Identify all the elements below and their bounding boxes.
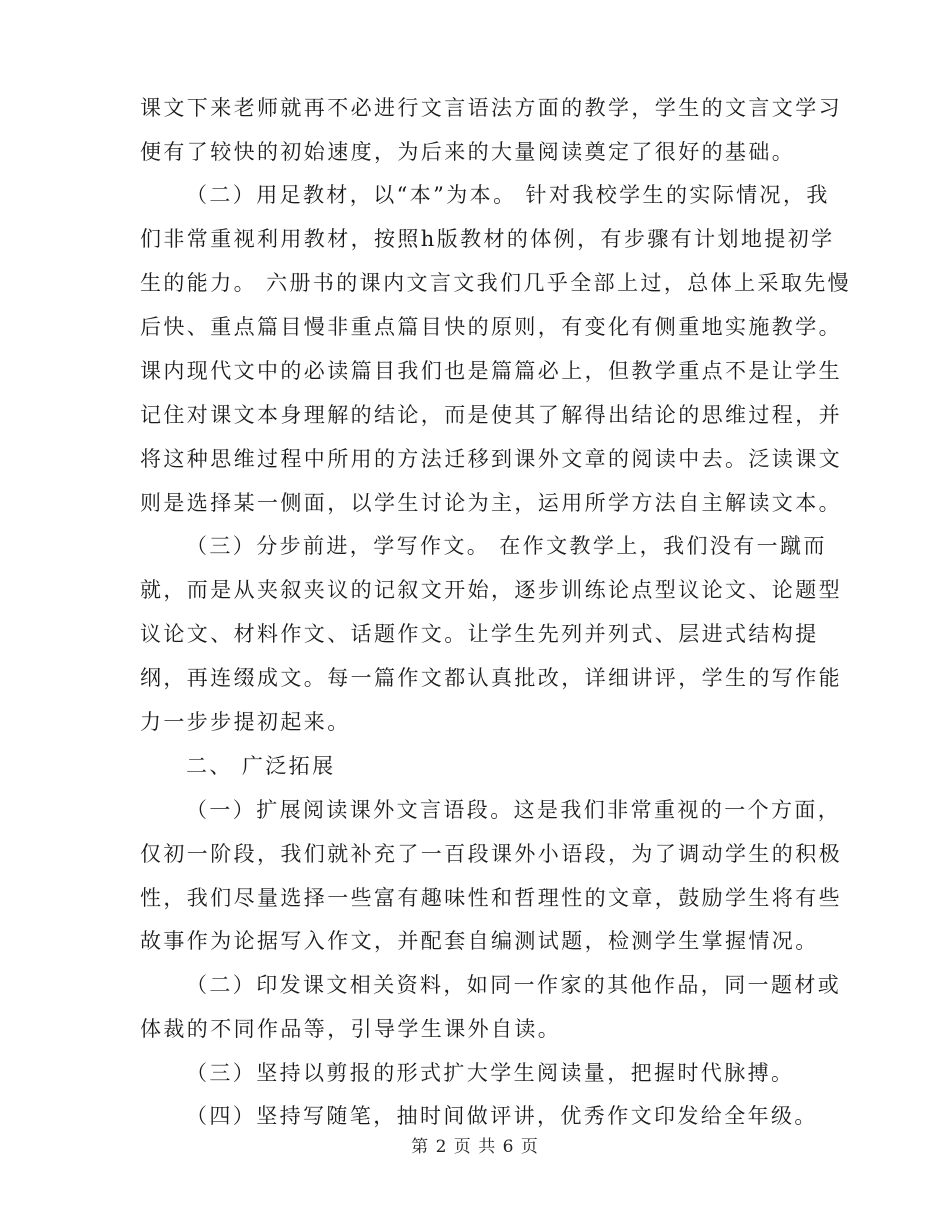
text-line: 们非常重视利用教材，按照h版教材的体例，有步骤有计划地提初学 <box>140 227 835 251</box>
text-line: 后快、重点篇目慢非重点篇目快的原则，有变化有侧重地实施教学。 <box>140 315 842 339</box>
text-line: 故事作为论据写入作文，并配套自编测试题，检测学生掌握情况。 <box>140 929 819 953</box>
text-line: （一）扩展阅读课外文言语段。这是我们非常重视的一个方面， <box>186 798 842 822</box>
text-line: （三）坚持以剪报的形式扩大学生阅读量，把握时代脉搏。 <box>186 1061 795 1085</box>
text-line: 体裁的不同作品等，引导学生课外自读。 <box>140 1017 562 1041</box>
text-line: 记住对课文本身理解的结论，而是使其了解得出结论的思维过程，并 <box>140 403 842 427</box>
text-line: 便有了较快的初始速度，为后来的大量阅读奠定了很好的基础。 <box>140 140 796 164</box>
text-line: 仅初一阶段，我们就补充了一百段课外小语段，为了调动学生的积极 <box>140 842 842 866</box>
text-line: （三）分步前进，学写作文。 在作文教学上，我们没有一蹴而 <box>186 534 827 558</box>
text-line: （二）印发课文相关资料，如同一作家的其他作品，同一题材或 <box>186 973 842 997</box>
text-line: 纲，再连缀成文。每一篇作文都认真批改，详细讲评，学生的写作能 <box>140 666 842 690</box>
section-heading: 二、 广泛拓展 <box>186 754 336 778</box>
text-line: （二）用足教材，以“本”为本。 针对我校学生的实际情况，我 <box>186 183 830 207</box>
text-line: 议论文、材料作文、话题作文。让学生先列并列式、层进式结构提 <box>140 622 819 646</box>
text-line: 将这种思维过程中所用的方法迁移到课外文章的阅读中去。泛读课文 <box>140 447 842 471</box>
text-line: 力一步步提初起来。 <box>140 710 351 734</box>
text-line: （四）坚持写随笔，抽时间做评讲，优秀作文印发给全年级。 <box>186 1104 818 1128</box>
page-number-footer: 第 2 页 共 6 页 <box>411 1137 539 1157</box>
text-line: 课文下来老师就再不必进行文言语法方面的教学，学生的文言文学习 <box>140 96 842 120</box>
text-line: 课内现代文中的必读篇目我们也是篇篇必上，但教学重点不是让学生 <box>140 359 842 383</box>
text-line: 性，我们尽量选择一些富有趣味性和哲理性的文章，鼓励学生将有些 <box>140 886 842 910</box>
text-line: 则是选择某一侧面，以学生讨论为主，运用所学方法自主解读文本。 <box>140 491 842 515</box>
text-line: 生的能力。 六册书的课内文言文我们几乎全部上过，总体上采取先慢 <box>140 271 852 295</box>
text-line: 就，而是从夹叙夹议的记叙文开始，逐步训练论点型议论文、论题型 <box>140 578 842 602</box>
